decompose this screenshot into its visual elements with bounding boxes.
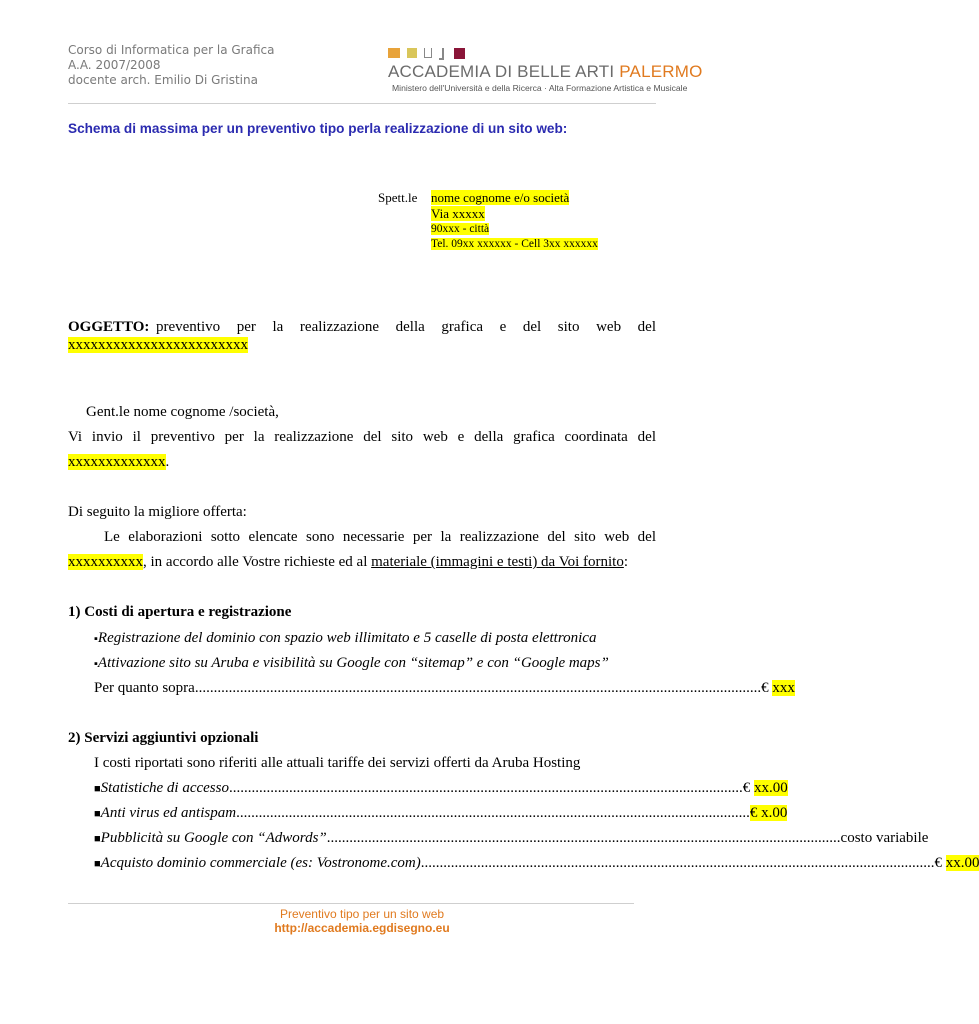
currency-symbol: € [749, 805, 758, 821]
amount: xx.00 [945, 855, 979, 871]
teacher-name: docente arch. Emilio Di Gristina [68, 73, 258, 87]
service-row-content [101, 854, 979, 872]
service-row-content [101, 804, 788, 822]
service-row [94, 779, 788, 798]
recipient-name-text: nome cognome e/o società [431, 190, 570, 205]
recipient-phone-text: Tel. 09xx xxxxxx - Cell 3xx xxxxxx [431, 238, 598, 250]
header-divider [68, 103, 656, 104]
section1-total-label: Per quanto sopra [94, 680, 195, 696]
offer-text: Di seguito la migliore offerta: [68, 504, 247, 520]
recipient-city-text: 90xxx - città [431, 223, 490, 235]
subject-text: preventivo per la realizzazione della grafica e del sito web del [156, 319, 656, 335]
service-price [750, 804, 788, 822]
service-row [94, 854, 979, 873]
intro-site-text: xxxxxxxxxxxxx [68, 454, 166, 470]
section1-item-text: Attivazione sito su Aruba e visibilità su Google con “sitemap” e con “Google maps” [97, 655, 609, 671]
elaborations-end: : [623, 554, 629, 570]
recipient-salutation: Spett.le [378, 190, 418, 205]
bullet-icon: ■ [94, 783, 101, 795]
subject-line [68, 318, 656, 336]
service-row [94, 829, 929, 848]
academic-year: A.A. 2007/2008 [68, 58, 161, 72]
academy-subtitle: Ministero dell'Università e della Ricerca · Alta Formazione Artistica e Musicale [392, 83, 688, 93]
amount: xxx [772, 680, 795, 696]
recipient-phone [431, 237, 598, 251]
footer-link[interactable]: http://accademia.egdisegno.eu [274, 921, 450, 935]
elaborations-site: xxxxxxxxxx [68, 554, 143, 570]
service-label: Statistiche di accesso [100, 780, 229, 796]
elaborations-text: Le elaborazioni sotto elencate sono necessarie per la realizzazione del sito web del [104, 529, 656, 545]
leader-dots: ....................................................................................................................................................... [194, 680, 762, 696]
service-row [94, 804, 788, 823]
document-title: Schema di massima per un preventivo tipo perla realizzazione di un sito web: [68, 121, 568, 136]
intro-site-line [68, 453, 169, 471]
section1-item [94, 654, 609, 673]
service-row-content [101, 779, 788, 797]
academy-name: ACCADEMIA DI BELLE ARTI [388, 62, 615, 81]
section1-item [94, 629, 596, 648]
recipient-street [431, 206, 485, 222]
course-name: Corso di Informatica per la Grafica [68, 43, 275, 57]
bullet-icon: ■ [94, 833, 101, 845]
academy-logo [388, 62, 703, 82]
currency-symbol: € [761, 680, 769, 696]
elaborations-mid: , in accordo alle Vostre richieste ed al [143, 554, 372, 570]
bullet-icon: ▪ [94, 658, 98, 670]
section1-item-text: Registrazione del dominio con spazio web illimitato e 5 caselle di posta elettronica [97, 630, 597, 646]
materials-link[interactable]: materiale (immagini e testi) da Voi fornito [371, 554, 624, 570]
currency-symbol: € [742, 780, 751, 796]
amount: x.00 [761, 805, 788, 821]
elaborations-line2 [68, 553, 628, 571]
subject-site [68, 336, 248, 354]
leader-dots: ......................................................................................................................................... [420, 855, 935, 871]
academy-city: PALERMO [619, 62, 703, 81]
recipient-name [431, 190, 569, 206]
service-row-content [101, 829, 929, 847]
service-label: Anti virus ed antispam [100, 805, 237, 821]
amount-highlight [750, 805, 788, 821]
footer-title: Preventivo tipo per un sito web [279, 907, 445, 921]
intro-text: Vi invio il preventivo per la realizzazione del sito web e della grafica coordinata del [68, 429, 656, 445]
section2-intro: I costi riportati sono riferiti alle attuali tariffe dei servizi offerti da Aruba Hosting [94, 755, 581, 771]
leader-dots: ......................................................................................................................................... [236, 805, 750, 821]
section1-total-value [761, 679, 795, 697]
recipient-street-text: Via xxxxx [431, 206, 485, 221]
intro-end: . [165, 454, 170, 470]
currency-symbol: € [934, 855, 942, 871]
service-price: costo variabile [840, 830, 929, 846]
section2-heading: 2) Servizi aggiuntivi opzionali [68, 730, 259, 746]
section1-total [94, 679, 795, 697]
recipient-city [431, 222, 489, 236]
service-label: Acquisto dominio commerciale (es: Vostronome.com) [100, 855, 421, 871]
subject-site-text: xxxxxxxxxxxxxxxxxxxxxxxx [68, 337, 248, 353]
service-price [743, 779, 788, 797]
footer-divider [68, 903, 634, 904]
logo-squares-icon [388, 48, 468, 62]
bullet-icon: ▪ [94, 633, 98, 645]
subject-label: OGGETTO: [68, 319, 150, 335]
bullet-icon: ■ [94, 808, 101, 820]
leader-dots: ......................................................................................................................................... [326, 830, 841, 846]
service-price [934, 854, 979, 872]
greeting: Gent.le nome cognome /società, [86, 404, 279, 420]
amount: xx.00 [753, 780, 788, 796]
leader-dots: ......................................................................................................................................... [228, 780, 743, 796]
bullet-icon: ■ [94, 858, 101, 870]
section1-heading: 1) Costi di apertura e registrazione [68, 604, 292, 620]
service-label: Pubblicità su Google con “Adwords” [100, 830, 327, 846]
